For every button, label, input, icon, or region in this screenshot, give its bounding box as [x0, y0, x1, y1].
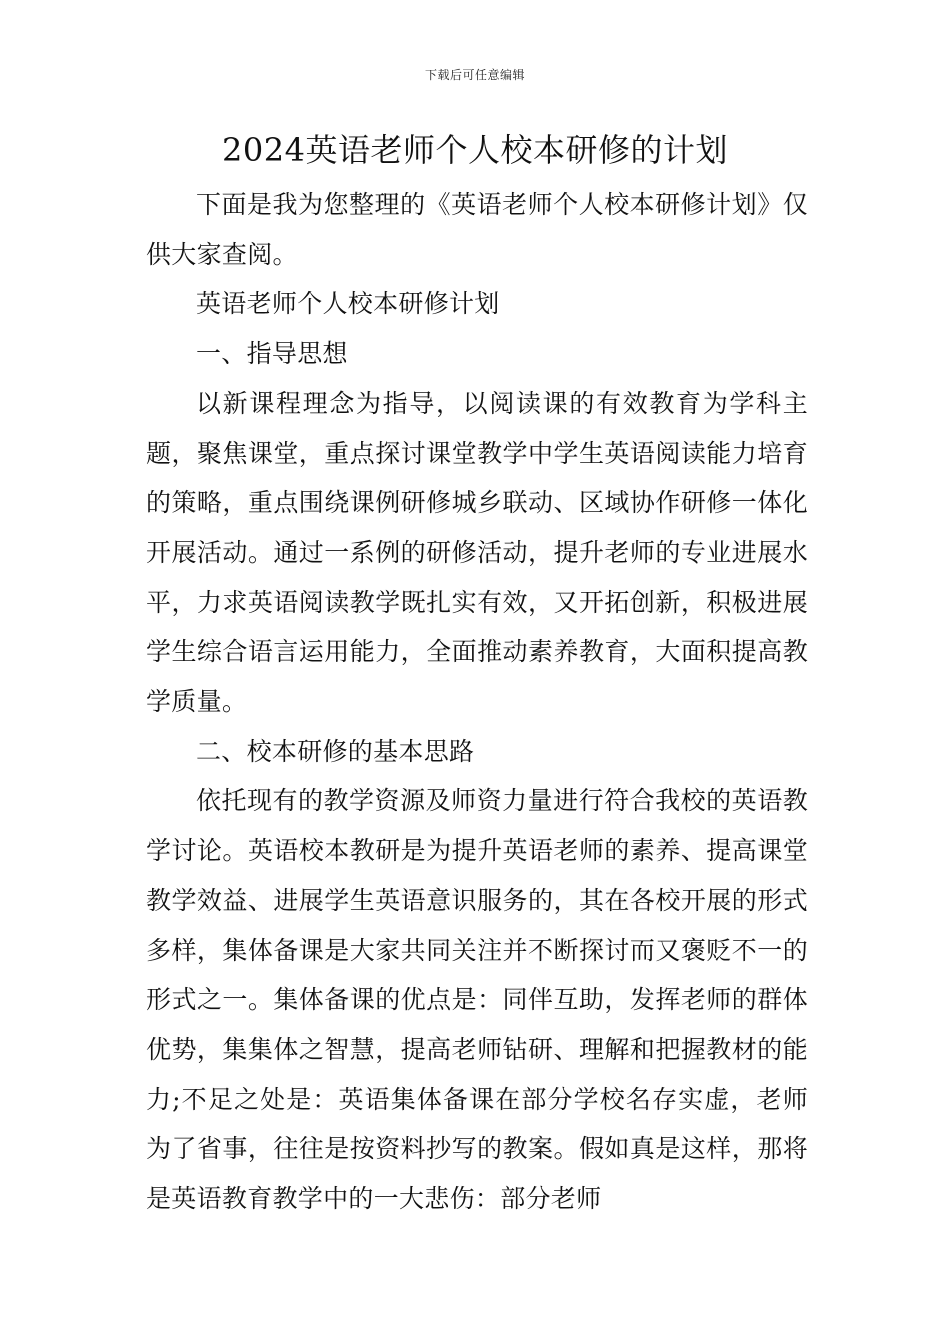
section-2-paragraph: 依托现有的教学资源及师资力量进行符合我校的英语教学讨论。英语校本教研是为提升英语老师的素养、提高课堂教学效益、进展学生英语意识服务的，其在各校开展的形式多样，集体备课是大家共同关注并不断探讨而又褒贬不一的形式之一。集体备课的优点是：同伴互助，发挥老师的群体优势，集集体之智慧，提高老师钻研、理解和把握教材的能力;不足之处是：英语集体备课在部分学校名存实虚，老师为了省事，往往是按资料抄写的教案。假如真是这样，那将是英语教育教学中的一大悲伤：部分老师 [146, 786, 808, 1214]
document-subtitle: 英语老师个人校本研修计划 [196, 289, 500, 319]
intro-paragraph: 下面是我为您整理的《英语老师个人校本研修计划》仅供大家查阅。 [146, 190, 808, 269]
document-body [146, 180, 808, 1224]
section-1-heading: 一、指导思想 [196, 339, 348, 369]
header-note: 下载后可任意编辑 [424, 68, 525, 82]
section-2-heading: 二、校本研修的基本思路 [196, 736, 475, 766]
document-title: 2024英语老师个人校本研修的计划 [222, 131, 728, 169]
section-1-paragraph: 以新课程理念为指导，以阅读课的有效教育为学科主题，聚焦课堂，重点探讨课堂教学中学生英语阅读能力培育的策略，重点围绕课例研修城乡联动、区域协作研修一体化开展活动。通过一系例的研修活动，提升老师的专业进展水平，力求英语阅读教学既扎实有效，又开拓创新，积极进展学生综合语言运用能力，全面推动素养教育，大面积提高教学质量。 [146, 388, 808, 717]
